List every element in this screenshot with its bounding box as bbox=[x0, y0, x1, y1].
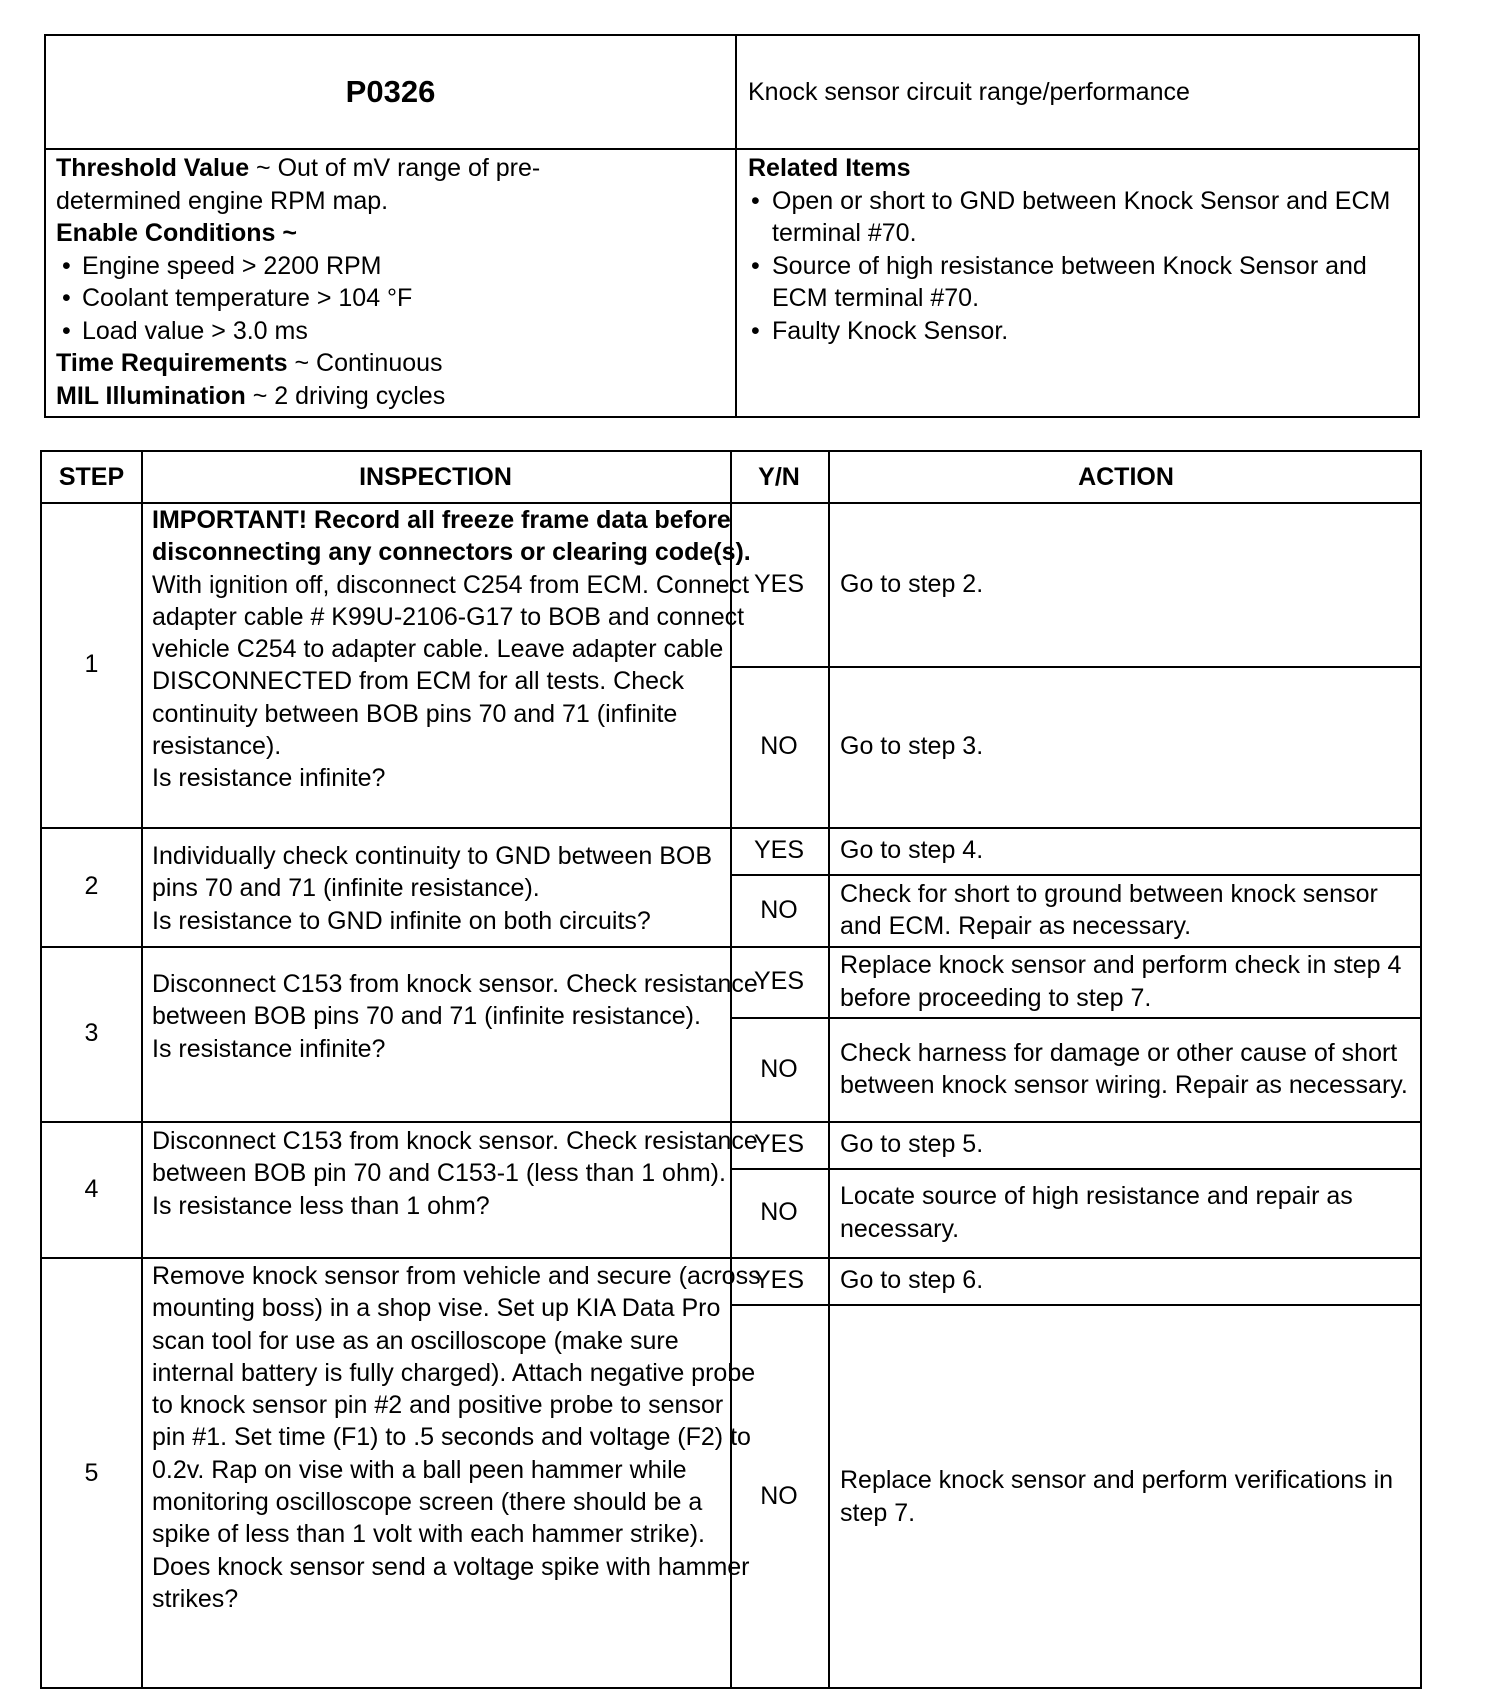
no-action bbox=[840, 1304, 1410, 1689]
yes-label: YES bbox=[753, 1130, 805, 1158]
yes-action bbox=[840, 827, 1410, 874]
time-requirements-line bbox=[56, 347, 726, 380]
yes-action-text: Go to step 4. bbox=[840, 836, 984, 865]
yes-label: YES bbox=[753, 967, 805, 995]
yes-action-text: Replace knock sensor and perform check in step 4 before proceeding to step 7. bbox=[840, 951, 1402, 1012]
enable-condition-item: • Engine speed > 2200 RPM bbox=[56, 250, 726, 283]
related-item: • Open or short to GND between Knock Sensor and ECM terminal #70. bbox=[748, 185, 1412, 250]
no-label: NO bbox=[760, 1054, 798, 1083]
related-item: • Faulty Knock Sensor. bbox=[748, 315, 1412, 348]
inspection-text: Disconnect C153 from knock sensor. Check resistance between BOB pin 70 and C153-1 (less than 1 ohm). bbox=[152, 1127, 758, 1188]
yes-label: YES bbox=[753, 836, 805, 864]
yes-action bbox=[840, 1257, 1410, 1304]
header-action: ACTION bbox=[1078, 462, 1174, 491]
no-action-text: Go to step 3. bbox=[840, 732, 984, 761]
inspection-text: With ignition off, disconnect C254 from ECM. Connect adapter cable # K99U-2106-G17 to BOB and connect vehicle C254 to adapter cable. Leave adapter cable DISCONNECTED from ECM for all tests. Check continuity between BOB pins 70 and 71 (infinite resistance). bbox=[152, 570, 750, 761]
inspection-question: Is resistance infinite? bbox=[152, 1034, 386, 1063]
header-inspection: INSPECTION bbox=[359, 462, 512, 491]
enable-condition-item: • Coolant temperature > 104 °F bbox=[56, 282, 726, 315]
mil-illumination-text: ~ 2 driving cycles bbox=[245, 381, 446, 410]
mil-illumination-line bbox=[56, 380, 726, 413]
time-requirements-label: Time Requirements bbox=[56, 349, 288, 377]
no-action-text: Check for short to ground between knock sensor and ECM. Repair as necessary. bbox=[840, 879, 1378, 940]
header-step: STEP bbox=[58, 462, 125, 491]
enable-conditions-label: Enable Conditions ~ bbox=[56, 219, 297, 247]
diagnostic-steps-table bbox=[40, 450, 1422, 1689]
inspection-question: Is resistance infinite? bbox=[152, 764, 386, 793]
yes-action bbox=[840, 1121, 1410, 1168]
inspection-text: Disconnect C153 from knock sensor. Check resistance between BOB pins 70 and 71 (infinite resistance). bbox=[152, 970, 758, 1031]
threshold-line bbox=[56, 152, 726, 185]
dtc-description: Knock sensor circuit range/performance bbox=[748, 77, 1190, 106]
no-action bbox=[840, 666, 1410, 827]
yes-label: YES bbox=[753, 1266, 805, 1294]
related-item: • Source of high resistance between Knock Sensor and ECM terminal #70. bbox=[748, 250, 1412, 315]
enable-condition-item: • Load value > 3.0 ms bbox=[56, 315, 726, 348]
step-number: 2 bbox=[84, 872, 99, 900]
step-inspection bbox=[152, 1260, 762, 1615]
yes-action-text: Go to step 6. bbox=[840, 1266, 984, 1295]
threshold-text: ~ Out of mV range of pre- bbox=[249, 154, 541, 182]
yes-action-text: Go to step 5. bbox=[840, 1130, 984, 1159]
inspection-text: Remove knock sensor from vehicle and secure (across mounting boss) in a shop vise. Set up KIA Data Pro scan tool for use as an oscilloscope (make sure internal battery is fully charged). Attach negative probe to knock sensor pin #2 and positive probe to sensor pin #1. Set time (F1) to .5 seconds and voltage (F2) to 0.2v. Rap on vise with a ball peen hammer while monitoring oscilloscope screen (there should be a spike of less than 1 volt with each hammer strike). bbox=[152, 1262, 761, 1549]
step-number: 5 bbox=[84, 1458, 99, 1487]
dtc-header-table bbox=[44, 34, 1420, 418]
yes-action bbox=[840, 502, 1410, 666]
inspection-text: Individually check continuity to GND between BOB pins 70 and 71 (infinite resistance). bbox=[152, 842, 712, 903]
column-divider bbox=[828, 452, 830, 1687]
no-action-text: Check harness for damage or other cause of short between knock sensor wiring. Repair as necessary. bbox=[840, 1038, 1408, 1099]
no-action bbox=[840, 1168, 1410, 1257]
no-label: NO bbox=[760, 895, 798, 924]
step-number: 4 bbox=[84, 1174, 99, 1203]
dtc-code: P0326 bbox=[345, 74, 436, 109]
related-items-label: Related Items bbox=[748, 154, 911, 182]
step-number: 1 bbox=[84, 650, 99, 678]
yes-label: YES bbox=[753, 569, 805, 598]
no-action-text: Locate source of high resistance and repair as necessary. bbox=[840, 1182, 1353, 1243]
step-inspection bbox=[152, 1125, 762, 1222]
no-action-text: Replace knock sensor and perform verifications in step 7. bbox=[840, 1466, 1394, 1527]
yes-action-text: Go to step 2. bbox=[840, 569, 984, 598]
step-inspection bbox=[152, 840, 762, 937]
header-row-divider bbox=[46, 148, 1418, 150]
mil-illumination-label: MIL Illumination bbox=[56, 381, 246, 410]
time-requirements-text: ~ Continuous bbox=[287, 349, 443, 377]
threshold-label: Threshold Value bbox=[56, 154, 250, 182]
inspection-question: Does knock sensor send a voltage spike with hammer strikes? bbox=[152, 1552, 750, 1613]
inspection-question: Is resistance to GND infinite on both circuits? bbox=[152, 906, 651, 935]
conditions-panel bbox=[56, 152, 726, 412]
inspection-question: Is resistance less than 1 ohm? bbox=[152, 1191, 490, 1220]
step-number: 3 bbox=[84, 1019, 99, 1047]
column-divider bbox=[141, 452, 143, 1687]
step-inspection bbox=[152, 504, 762, 795]
no-action bbox=[840, 874, 1410, 946]
header-column-divider bbox=[735, 36, 737, 416]
step-inspection bbox=[152, 968, 762, 1065]
no-action bbox=[840, 1017, 1410, 1121]
yes-action bbox=[840, 946, 1410, 1017]
no-label: NO bbox=[760, 1482, 798, 1510]
related-items-panel bbox=[748, 152, 1412, 347]
no-label: NO bbox=[760, 1198, 798, 1226]
threshold-text-continued: determined engine RPM map. bbox=[56, 186, 389, 215]
header-yn: Y/N bbox=[758, 462, 800, 491]
no-label: NO bbox=[760, 732, 798, 760]
important-notice: IMPORTANT! Record all freeze frame data before disconnecting any connectors or clearing code(s). bbox=[152, 506, 751, 567]
